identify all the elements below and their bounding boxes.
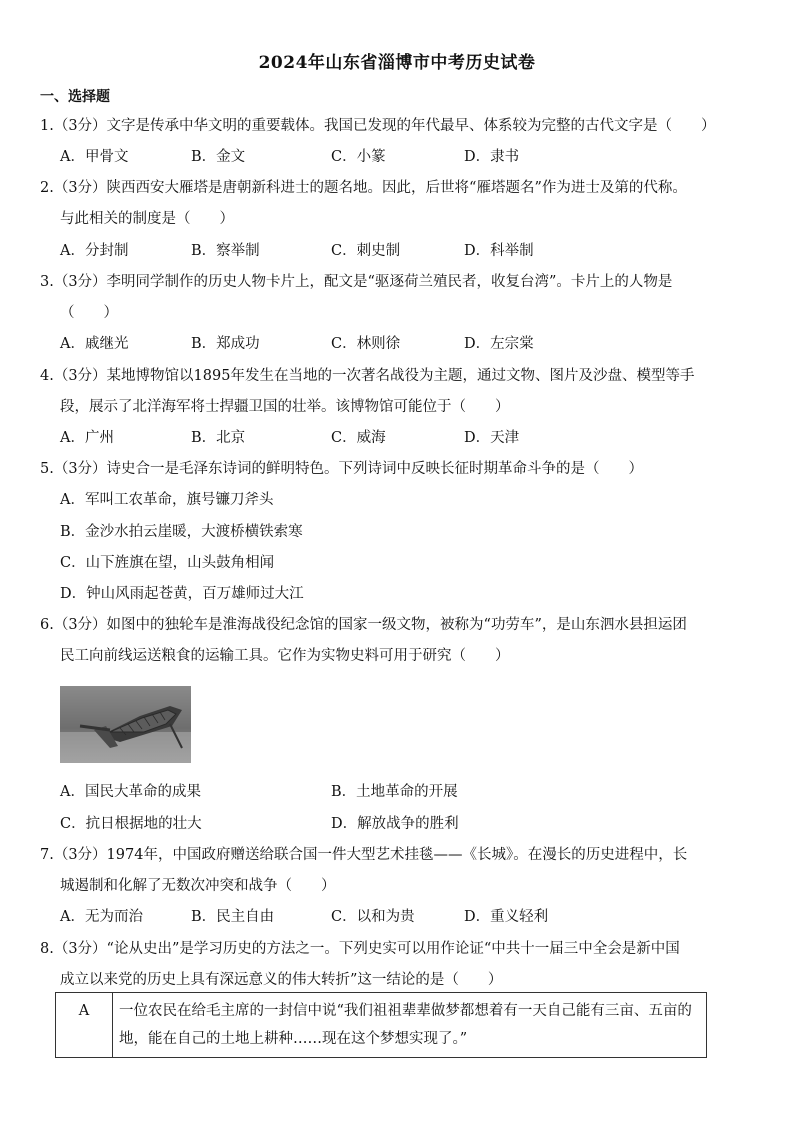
question-3-stem-line1: 3.（3分）李明同学制作的历史人物卡片上，配文是“驱逐荷兰殖民者，收复台湾”。卡片上的人物是 — [40, 274, 673, 290]
q7-option-d: D．重义轻利 — [464, 909, 549, 925]
q3-option-b: B．郑成功 — [191, 336, 260, 352]
question-7-stem-line1: 7.（3分）1974年，中国政府赠送给联合国一件大型艺术挂毯——《长城》。在漫长的历史进程中，长 — [40, 847, 688, 863]
q5-option-a: A．军叫工农革命，旗号镰刀斧头 — [60, 492, 274, 508]
q5-option-d: D．钟山风雨起苍黄，百万雄师过大江 — [60, 586, 304, 602]
question-1-stem: 1.（3分）文字是传承中华文明的重要载体。我国已发现的年代最早、体系较为完整的古代文字是（ ） — [40, 118, 716, 134]
q7-option-a: A．无为而治 — [60, 909, 143, 925]
question-4-stem-line2: 段，展示了北洋海军将士捍疆卫国的壮举。该博物馆可能位于（ ） — [60, 399, 510, 415]
question-2-stem-line1: 2.（3分）陕西西安大雁塔是唐朝新科进士的题名地。因此，后世将“雁塔题名”作为进士及第的代称。 — [40, 180, 687, 196]
question-3-stem-line2: （ ） — [60, 305, 118, 321]
wheelbarrow-photo — [60, 686, 191, 763]
q5-option-c: C．山下旌旗在望，山头鼓角相闻 — [60, 555, 275, 571]
q4-option-b: B．北京 — [191, 430, 246, 446]
q7-option-b: B．民主自由 — [191, 909, 275, 925]
q1-option-a: A．甲骨文 — [60, 149, 129, 165]
q8-row-text: 一位农民在给毛主席的一封信中说“我们祖祖辈辈做梦都想着有一天自己能有三亩、五亩的地，能在自己的土地上耕种……现在这个梦想实现了。” — [113, 993, 707, 1058]
q8-option-table — [55, 992, 707, 1058]
q1-option-d: D．隶书 — [464, 149, 520, 165]
q2-option-d: D．科举制 — [464, 243, 534, 259]
q3-option-d: D．左宗棠 — [464, 336, 534, 352]
q2-option-a: A．分封制 — [60, 243, 129, 259]
q8-row-label: A — [56, 993, 113, 1058]
q4-option-d: D．天津 — [464, 430, 520, 446]
q6-option-a: A．国民大革命的成果 — [60, 784, 201, 800]
q5-option-b: B．金沙水拍云崖暖，大渡桥横铁索寒 — [60, 524, 303, 540]
q4-option-c: C．威海 — [331, 430, 386, 446]
q3-option-a: A．戚继光 — [60, 336, 129, 352]
table-row — [56, 993, 707, 1058]
q6-option-d: D．解放战争的胜利 — [331, 816, 459, 832]
q6-option-b: B．土地革命的开展 — [331, 784, 458, 800]
exam-title: 2024年山东省淄博市中考历史试卷 — [258, 53, 536, 73]
q2-option-c: C．刺史制 — [331, 243, 401, 259]
question-2-stem-line2: 与此相关的制度是（ ） — [60, 211, 234, 227]
question-5-stem: 5.（3分）诗史合一是毛泽东诗词的鲜明特色。下列诗词中反映长征时期革命斗争的是（ ） — [40, 461, 644, 477]
question-4-stem-line1: 4.（3分）某地博物馆以1895年发生在当地的一次著名战役为主题，通过文物、图片及沙盘、模型等手 — [40, 368, 695, 384]
question-6-stem-line2: 民工向前线运送粮食的运输工具。它作为实物史料可用于研究（ ） — [60, 648, 510, 664]
question-8-stem-line2: 成立以来党的历史上具有深远意义的伟大转折”这一结论的是（ ） — [60, 972, 503, 988]
q1-option-b: B．金文 — [191, 149, 246, 165]
question-6-stem-line1: 6.（3分）如图中的独轮车是淮海战役纪念馆的国家一级文物，被称为“功劳车”，是山东泗水县担运团 — [40, 617, 687, 633]
q2-option-b: B．察举制 — [191, 243, 260, 259]
section-heading: 一、选择题 — [40, 89, 110, 105]
q4-option-a: A．广州 — [60, 430, 114, 446]
question-7-stem-line2: 城遏制和化解了无数次冲突和战争（ ） — [60, 878, 336, 894]
q1-option-c: C．小篆 — [331, 149, 386, 165]
q3-option-c: C．林则徐 — [331, 336, 401, 352]
question-8-stem-line1: 8.（3分）“论从史出”是学习历史的方法之一。下列史实可以用作论证“中共十一届三中全会是新中国 — [40, 941, 680, 957]
q6-option-c: C．抗日根据地的壮大 — [60, 816, 202, 832]
q7-option-c: C．以和为贵 — [331, 909, 415, 925]
